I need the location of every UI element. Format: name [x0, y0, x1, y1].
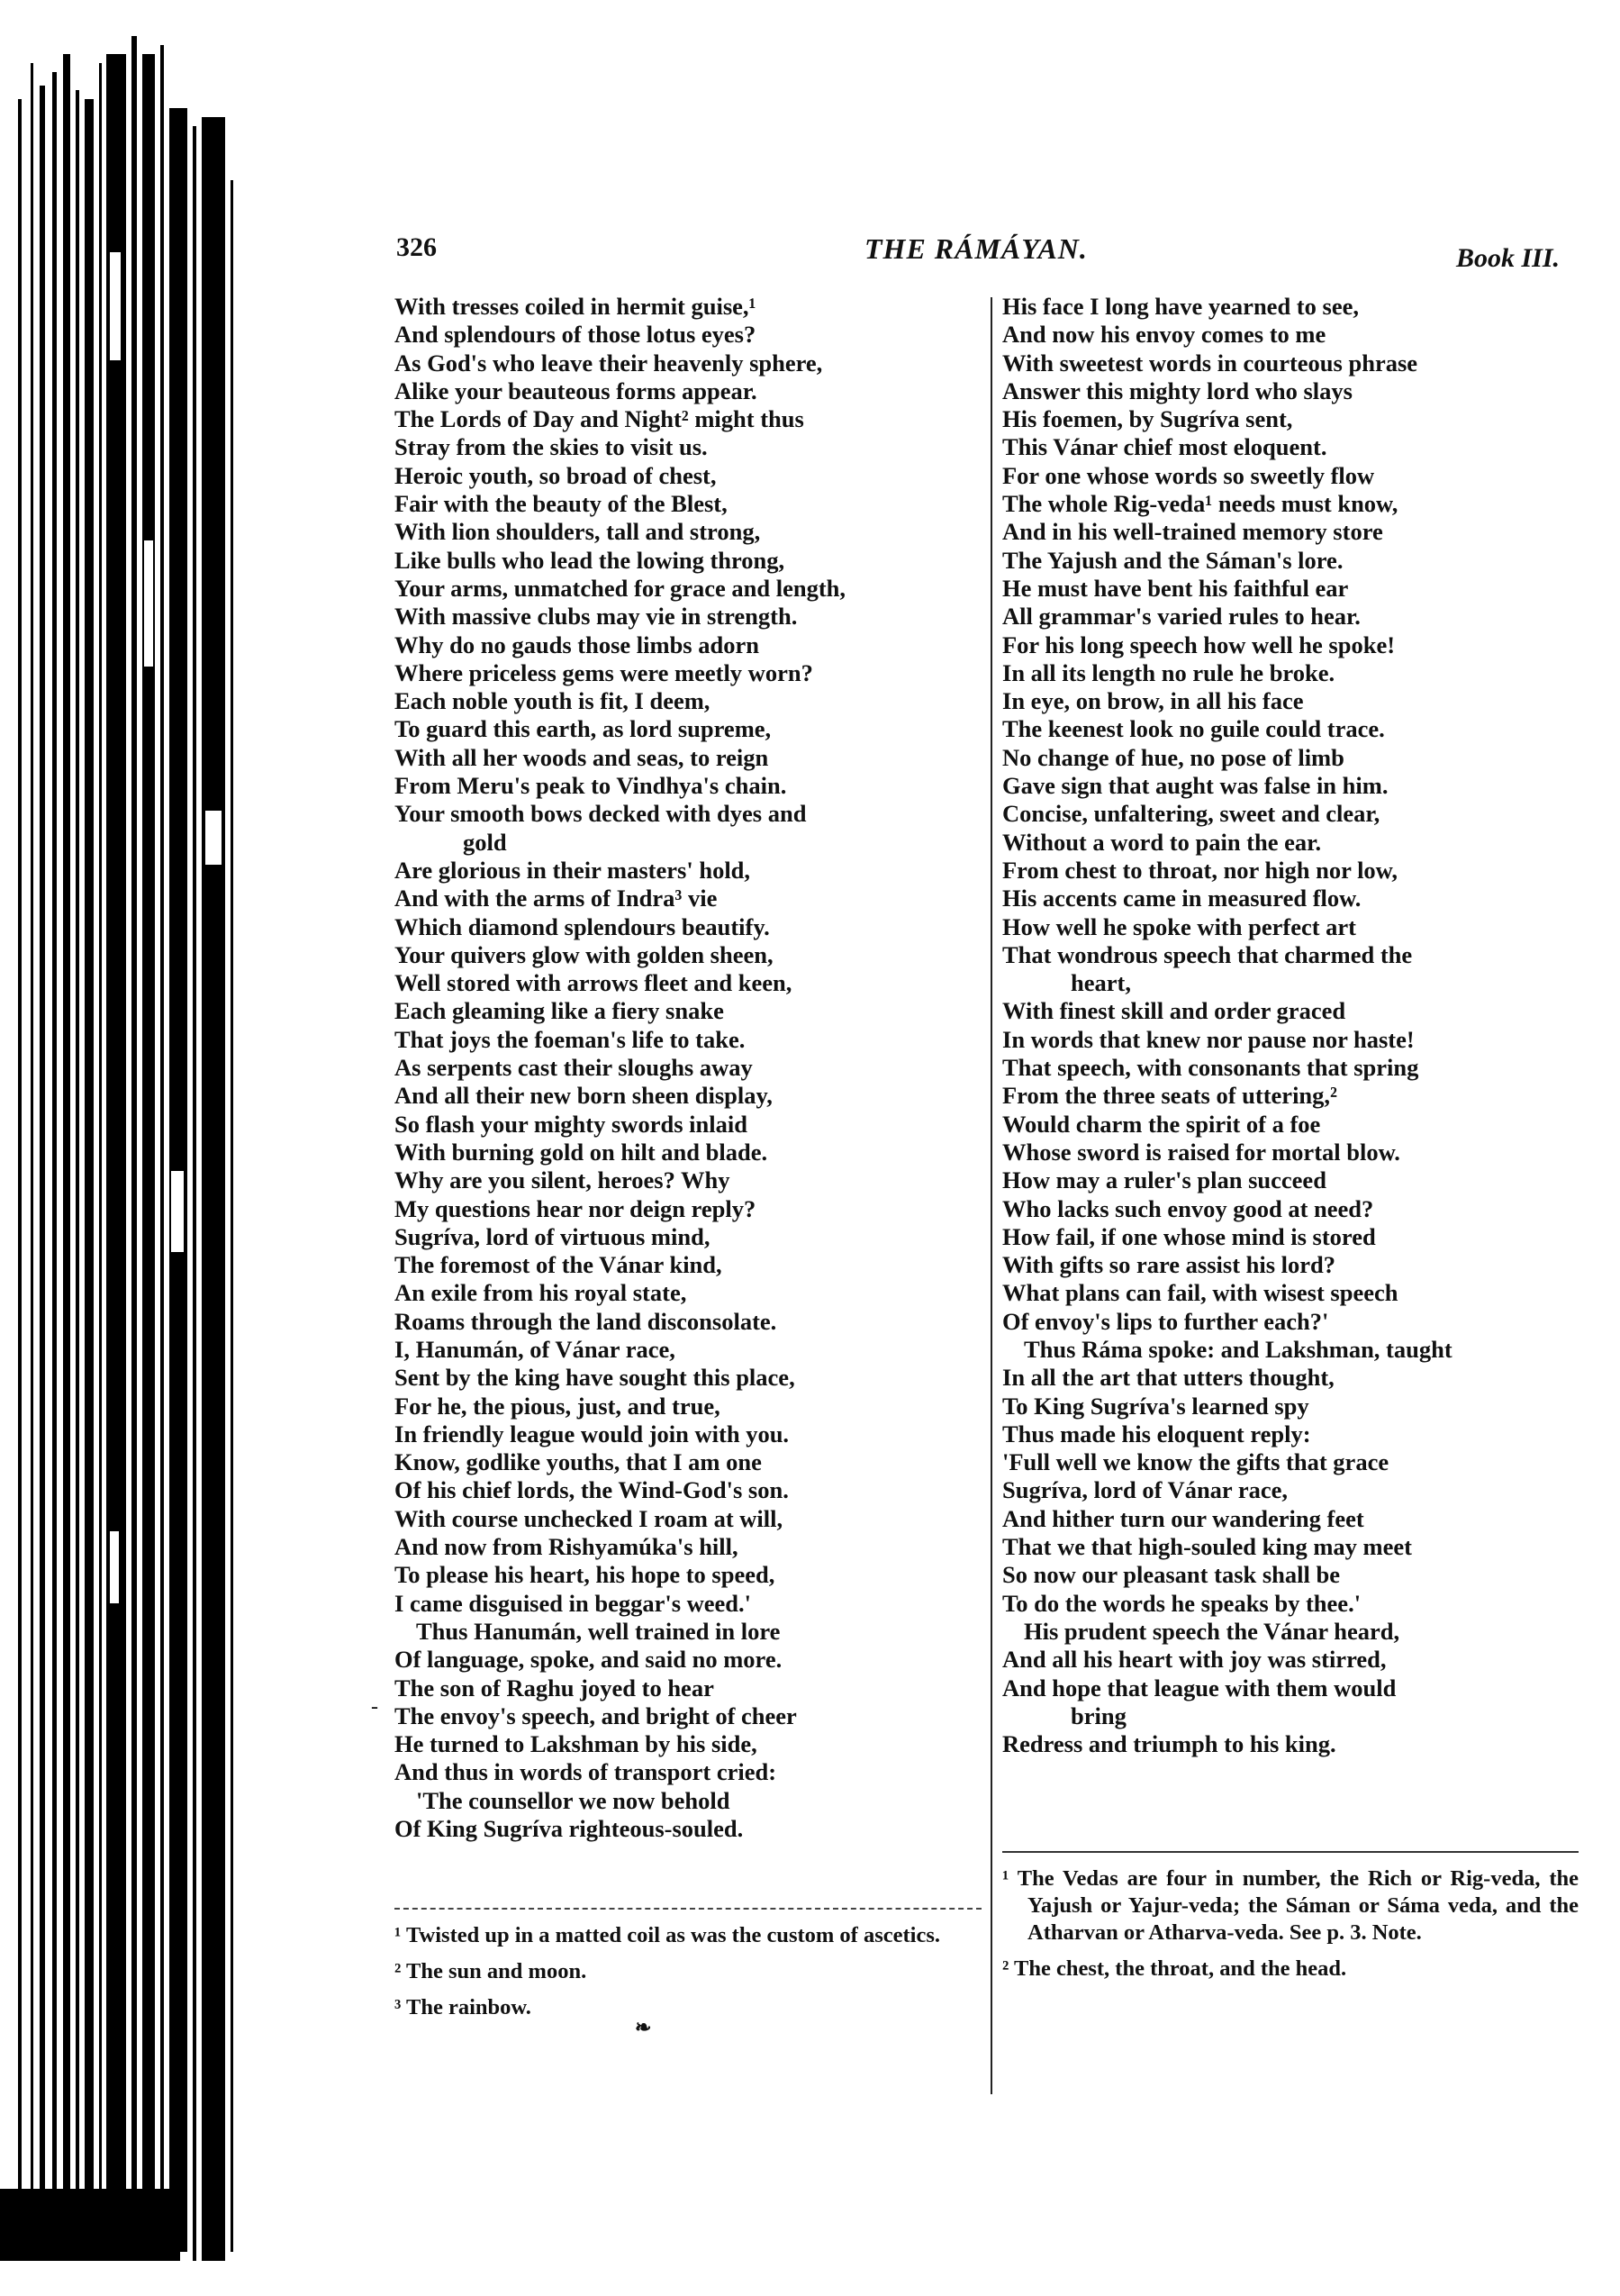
verse-line: 'The counsellor we now behold [416, 1786, 730, 1814]
verse-line: Each noble youth is fit, I deem, [394, 687, 710, 715]
verse-line: That wondrous speech that charmed the [1002, 940, 1413, 968]
footnote-3: ³ The rainbow. [394, 1995, 531, 2019]
verse-line: Know, godlike youths, that I am one [394, 1448, 762, 1476]
footnote-1: ¹ Twisted up in a matted coil as was the custom of ascetics. [394, 1923, 940, 1947]
verse-line: With all her woods and seas, to reign [394, 743, 769, 771]
verse-line: To do the words he speaks by thee.' [1002, 1589, 1362, 1617]
verse-line: And now from Rishyamúka's hill, [394, 1533, 738, 1561]
verse-line: From Meru's peak to Vindhya's chain. [394, 772, 787, 800]
verse-line: With finest skill and order graced [1002, 997, 1346, 1025]
verse-line: For his long speech how well he spoke! [1002, 631, 1396, 658]
verse-line: Without a word to pain the ear. [1002, 828, 1322, 856]
verse-line: Sent by the king have sought this place, [394, 1364, 795, 1392]
footnote-seats-of-utterance: ² The chest, the throat, and the head. [1002, 1956, 1347, 1981]
verse-line: All grammar's varied rules to hear. [1002, 603, 1361, 631]
verse-line: Of his chief lords, the Wind-God's son. [394, 1476, 789, 1504]
verse-line: With lion shoulders, tall and strong, [394, 518, 761, 546]
verse-line: gold [463, 828, 507, 856]
verse-line: This Vánar chief most eloquent. [1002, 433, 1327, 461]
verse-line: And hither turn our wandering feet [1002, 1504, 1364, 1532]
verse-line: For he, the pious, just, and true, [394, 1392, 720, 1420]
verse-line: And all their new born sheen display, [394, 1082, 773, 1110]
verse-line: That joys the foeman's life to take. [394, 1025, 746, 1053]
verse-line: The son of Raghu joyed to hear [394, 1674, 714, 1702]
verse-line: Which diamond splendours beautify. [394, 912, 770, 940]
verse-line: As serpents cast their sloughs away [394, 1054, 753, 1082]
verse-line: Sugríva, lord of Vánar race, [1002, 1476, 1289, 1504]
verse-line: His accents came in measured flow. [1002, 885, 1362, 912]
verse-line: 'Full well we know the gifts that grace [1002, 1448, 1389, 1476]
verse-line: And now his envoy comes to me [1002, 321, 1326, 349]
verse-line: With massive clubs may vie in strength. [394, 603, 798, 631]
verse-line: The whole Rig-veda¹ needs must know, [1002, 490, 1398, 518]
verse-line: Gave sign that aught was false in him. [1002, 772, 1389, 800]
verse-line: Of envoy's lips to further each?' [1002, 1307, 1329, 1335]
verse-line: And with the arms of Indra³ vie [394, 885, 718, 912]
footnote-rule [1002, 1851, 1579, 1853]
verse-line: Sugríva, lord of virtuous mind, [394, 1222, 710, 1250]
verse-line: As God's who leave their heavenly sphere, [394, 349, 823, 377]
verse-line: From the three seats of uttering,² [1002, 1082, 1337, 1110]
verse-line: Alike your beauteous forms appear. [394, 377, 757, 404]
verse-line: Of King Sugríva righteous-souled. [394, 1815, 744, 1843]
verse-line: Concise, unfaltering, sweet and clear, [1002, 800, 1380, 828]
left-verse-column [394, 293, 982, 1843]
verse-line: The Yajush and the Sáman's lore. [1002, 546, 1344, 574]
verse-line: And all his heart with joy was stirred, [1002, 1646, 1387, 1674]
verse-line: With burning gold on hilt and blade. [394, 1138, 768, 1166]
verse-line: He turned to Lakshman by his side, [394, 1730, 757, 1758]
footnote-2: ² The sun and moon. [394, 1959, 587, 1983]
running-header [396, 232, 1567, 277]
verse-line: And in his well-trained memory store [1002, 518, 1383, 546]
verse-line: Why are you silent, heroes? Why [394, 1166, 730, 1194]
verse-line: In friendly league would join with you. [394, 1420, 790, 1447]
verse-line: With sweetest words in courteous phrase [1002, 349, 1418, 377]
verse-line: Are glorious in their masters' hold, [394, 856, 751, 884]
verse-line: The Lords of Day and Night² might thus [394, 405, 804, 433]
verse-line: How well he spoke with perfect art [1002, 912, 1357, 940]
verse-line: I, Hanumán, of Vánar race, [394, 1335, 675, 1363]
verse-line: And thus in words of transport cried: [394, 1758, 777, 1786]
margin-mark: - [371, 1695, 378, 1719]
verse-line: The keenest look no guile could trace. [1002, 715, 1385, 743]
right-verse-column [1002, 293, 1579, 1758]
verse-line: How may a ruler's plan succeed [1002, 1166, 1326, 1194]
verse-line: Well stored with arrows fleet and keen, [394, 969, 792, 997]
verse-line: Each gleaming like a fiery snake [394, 997, 724, 1025]
column-divider [991, 297, 992, 2094]
verse-line: Redress and triumph to his king. [1002, 1730, 1336, 1758]
binding-edge-shadow [0, 0, 261, 2296]
verse-line: To guard this earth, as lord supreme, [394, 715, 772, 743]
verse-line: How fail, if one whose mind is stored [1002, 1222, 1376, 1250]
verse-line: His face I long have yearned to see, [1002, 293, 1359, 320]
verse-line: Your arms, unmatched for grace and length, [394, 574, 846, 602]
verse-line: Whose sword is raised for mortal blow. [1002, 1138, 1400, 1166]
verse-line: Roams through the land disconsolate. [394, 1307, 777, 1335]
verse-line: And hope that league with them would [1002, 1674, 1397, 1702]
verse-line: bring [1071, 1702, 1127, 1729]
verse-line: So flash your mighty swords inlaid [394, 1110, 747, 1138]
verse-line: Your quivers glow with golden sheen, [394, 940, 774, 968]
verse-line: In eye, on brow, in all his face [1002, 687, 1304, 715]
right-footnotes [1002, 1851, 1579, 1992]
verse-line: Where priceless gems were meetly worn? [394, 658, 813, 686]
verse-line: Who lacks such envoy good at need? [1002, 1194, 1374, 1222]
verse-line: To King Sugríva's learned spy [1002, 1392, 1309, 1420]
verse-line: With course unchecked I roam at will, [394, 1504, 783, 1532]
verse-line: And splendours of those lotus eyes? [394, 321, 756, 349]
verse-line: That we that high-souled king may meet [1002, 1533, 1412, 1561]
verse-line: heart, [1071, 969, 1131, 997]
verse-line: Heroic youth, so broad of chest, [394, 461, 717, 489]
left-footnotes [394, 1908, 982, 2030]
verse-line: In all its length no rule he broke. [1002, 658, 1335, 686]
verse-line: What plans can fail, with wisest speech [1002, 1279, 1398, 1307]
book-label: Book III. [1455, 243, 1560, 273]
verse-line: Thus made his eloquent reply: [1002, 1420, 1311, 1447]
footnote-rule [394, 1908, 982, 1910]
page-number: 326 [396, 232, 437, 262]
verse-line: He must have bent his faithful ear [1002, 574, 1349, 602]
verse-line: Like bulls who lead the lowing throng, [394, 546, 785, 574]
verse-line: My questions hear nor deign reply? [394, 1194, 756, 1222]
verse-line: Thus Ráma spoke: and Lakshman, taught [1024, 1335, 1453, 1363]
verse-line: I came disguised in beggar's weed.' [394, 1589, 752, 1617]
verse-line: Of language, spoke, and said no more. [394, 1646, 783, 1674]
verse-line: Your smooth bows decked with dyes and [394, 800, 807, 828]
verse-line: His prudent speech the Vánar heard, [1024, 1617, 1400, 1645]
verse-line: To please his heart, his hope to speed, [394, 1561, 775, 1589]
verse-line: So now our pleasant task shall be [1002, 1561, 1341, 1589]
footnote-vedas: ¹ The Vedas are four in number, the Rich or Rig-veda, the Yajush or Yajur-veda; the Sáman or Sáma veda, and the Atharvan or Atharva-veda. See p. 3. Note. [1002, 1866, 1579, 1945]
running-title: THE RÁMÁYAN. [864, 232, 1088, 265]
verse-line: Stray from the skies to visit us. [394, 433, 708, 461]
verse-line: His foemen, by Sugríva sent, [1002, 405, 1293, 433]
ink-mark: ❧ [635, 2016, 652, 2038]
verse-line: In words that knew nor pause nor haste! [1002, 1025, 1415, 1053]
verse-line: Why do no gauds those limbs adorn [394, 631, 759, 658]
verse-line: Would charm the spirit of a foe [1002, 1110, 1321, 1138]
verse-line: An exile from his royal state, [394, 1279, 687, 1307]
verse-line: With gifts so rare assist his lord? [1002, 1251, 1336, 1279]
verse-line: Thus Hanumán, well trained in lore [416, 1617, 781, 1645]
verse-line: From chest to throat, nor high nor low, [1002, 856, 1398, 884]
verse-line: The envoy's speech, and bright of cheer [394, 1702, 797, 1729]
verse-line: No change of hue, no pose of limb [1002, 743, 1344, 771]
verse-line: That speech, with consonants that spring [1002, 1054, 1419, 1082]
verse-line: With tresses coiled in hermit guise,¹ [394, 293, 756, 320]
verse-line: In all the art that utters thought, [1002, 1364, 1335, 1392]
verse-line: Fair with the beauty of the Blest, [394, 490, 728, 518]
verse-line: Answer this mighty lord who slays [1002, 377, 1353, 404]
verse-line: The foremost of the Vánar kind, [394, 1251, 722, 1279]
verse-line: For one whose words so sweetly flow [1002, 461, 1375, 489]
